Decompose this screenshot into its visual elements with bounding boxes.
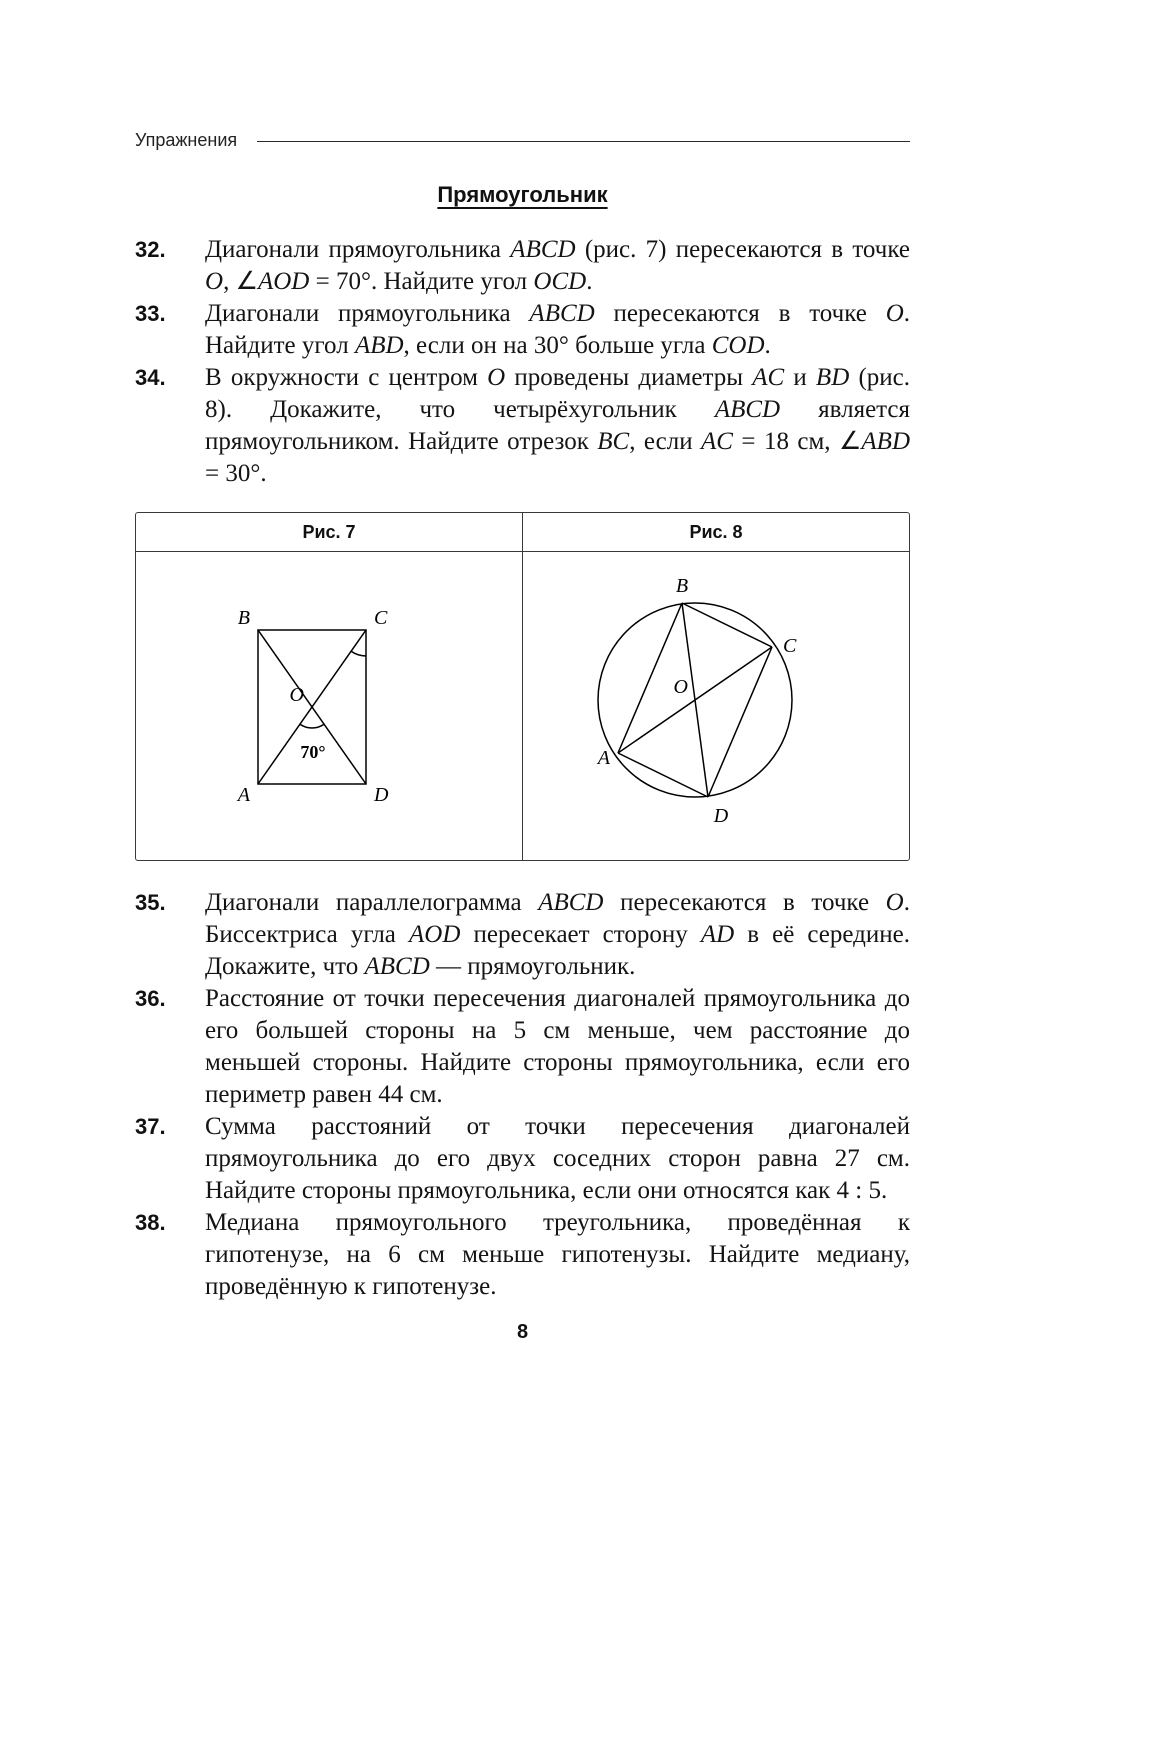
figure-caption-7: Рис. 7 <box>136 513 522 552</box>
vertex-label-C: C <box>374 607 388 629</box>
problem-text: Медиана прямоугольного треугольника, проведённая к гипотенузе, на 6 см меньше гипотенузы. Найдите медиану, проведённую к гипотенузе. <box>205 1209 910 1300</box>
problem-number: 36. <box>135 986 166 1011</box>
page-number: 8 <box>516 1321 529 1343</box>
problem-34 <box>135 362 910 490</box>
problem-32 <box>135 234 910 298</box>
problem-text: В окружности с центром O проведены диаметры AC и BD (рис. 8). Докажите, что четырёхугольник ABCD является прямоугольником. Найдите отрезок BC, если AC = 18 см, ∠ABD = 30°. <box>205 364 911 487</box>
problem-35 <box>135 887 910 983</box>
fig7-rectangle-diagram <box>136 552 522 860</box>
vertex-label-B: B <box>237 607 250 629</box>
problem-37 <box>135 1111 910 1207</box>
angle-value-label: 70° <box>300 742 326 762</box>
figure-panel-8 <box>523 513 909 860</box>
problem-number: 35. <box>135 890 166 915</box>
problem-number: 37. <box>135 1114 166 1139</box>
problem-33 <box>135 298 910 362</box>
vertex-label-C: C <box>783 635 797 657</box>
problem-number: 33. <box>135 301 166 326</box>
vertex-label-D: D <box>713 805 729 827</box>
side-BC <box>682 603 772 647</box>
fig7-drawing-area <box>136 552 522 860</box>
problem-text: Диагонали прямоугольника ABCD (рис. 7) пересекаются в точке O, ∠AOD = 70°. Найдите угол OCD. <box>205 236 910 295</box>
problem-number: 34. <box>135 365 166 390</box>
vertex-label-A: A <box>597 747 610 769</box>
vertex-label-A: A <box>237 784 250 806</box>
problem-text: Диагонали прямоугольника ABCD пересекаются в точке O. Найдите угол ABD, если он на 30° больше угла COD. <box>205 300 910 359</box>
running-head-label: Упражнения <box>135 129 238 150</box>
figure-box <box>135 512 910 861</box>
diameter-BD <box>682 603 708 797</box>
problem-number: 32. <box>135 237 166 262</box>
fig8-circle-diagram <box>523 552 909 860</box>
running-head <box>135 128 910 152</box>
problem-38 <box>135 1207 910 1303</box>
problem-list-top <box>135 234 910 490</box>
section-title: Прямоугольник <box>437 182 608 207</box>
problem-text: Расстояние от точки пересечения диагоналей прямоугольника до его большей стороны на 5 см меньше, чем расстояние до меньшей стороны. Найдите стороны прямоугольника, если его периметр равен 44 см. <box>205 985 910 1108</box>
angle-arc-AOD <box>300 724 324 728</box>
angle-arc-OCD <box>351 651 366 656</box>
running-head-rule <box>257 141 910 143</box>
problem-36 <box>135 983 910 1111</box>
center-label-O: O <box>289 684 304 706</box>
center-label-O: O <box>673 676 688 698</box>
textbook-page <box>135 0 910 1344</box>
vertex-label-D: D <box>374 784 389 806</box>
problem-text: Диагонали параллелограмма ABCD пересекаются в точке O. Биссектриса угла AOD пересекает сторону AD в её середине. Докажите, что ABCD — прямоугольник. <box>205 889 910 980</box>
figure-panel-7 <box>136 513 523 860</box>
problem-text: Сумма расстояний от точки пересечения диагоналей прямоугольника до его двух соседних сторон равна 27 см. Найдите стороны прямоугольника, если они относятся как 4 : 5. <box>205 1113 910 1204</box>
problem-number: 38. <box>135 1210 166 1235</box>
vertex-label-B: B <box>675 575 689 597</box>
side-DA <box>618 753 708 797</box>
fig8-drawing-area <box>523 552 909 860</box>
figure-caption-8: Рис. 8 <box>523 513 909 552</box>
problem-list-bottom <box>135 887 910 1303</box>
